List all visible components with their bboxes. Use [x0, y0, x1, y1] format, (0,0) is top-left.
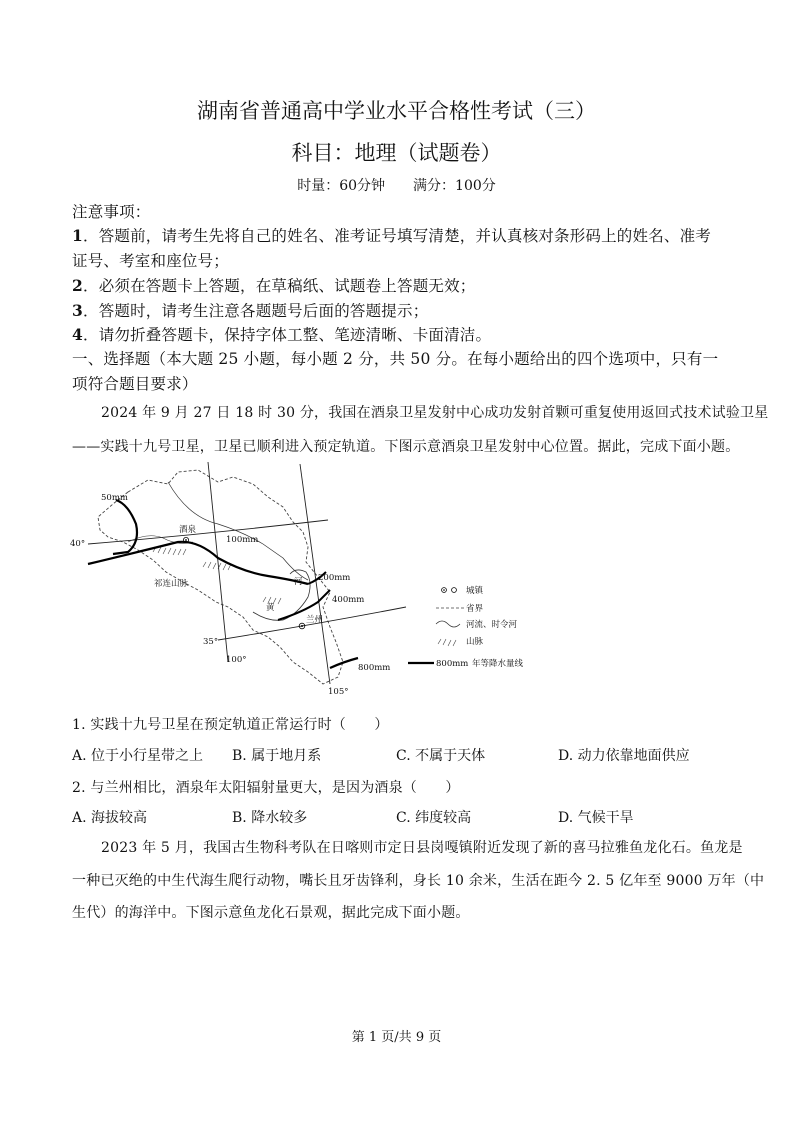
label-he: 河 [294, 577, 303, 587]
label-50mm: 50mm [101, 493, 128, 503]
exam-subject: 科目：地理（试题卷） [291, 141, 502, 165]
label-huang: 黄 [266, 603, 275, 613]
exam-time: 时量：60分钟 [297, 178, 386, 194]
label-qilian: 祁连山脉 [154, 579, 189, 589]
legend-river: 河流、时令河 [466, 620, 518, 630]
legend-isohyet-value: 800mm [436, 659, 469, 669]
isohyet-800mm [330, 658, 358, 668]
passage2-line3: 生代）的海洋中。下图示意鱼龙化石景观，据此完成下面小题。 [72, 905, 470, 921]
map-legend [408, 585, 524, 669]
legend-town: 城镇 [466, 586, 484, 596]
label-lanzhou: 兰州 [306, 615, 324, 625]
parallel-40 [88, 520, 328, 544]
notice-item-1-cont: 证号、考室和座位号； [72, 252, 230, 270]
notice-item-4: 4．请勿折叠答题卡，保持字体工整、笔迹清晰、卡面清洁。 [72, 325, 492, 344]
isohyet-100mm [88, 542, 308, 584]
label-jiuquan: 酒泉 [179, 525, 197, 535]
passage1-line2: ——实践十九号卫星，卫星已顺利进入预定轨道。下图示意酒泉卫星发射中心位置。据此，完成下面小题。 [72, 439, 740, 455]
label-lon105: 105° [328, 687, 349, 697]
label-800mm: 800mm [358, 663, 391, 673]
question-2-option-b[interactable]: B. 降水较多 [232, 810, 308, 826]
passage1-line1: 2024 年 9 月 27 日 18 时 30 分，我国在酒泉卫星发射中心成功发射首颗可重复使用返回式技术试验卫星 [101, 405, 769, 421]
label-200mm: 200mm [318, 573, 351, 583]
question-2-stem: 2. 与兰州相比，酒泉年太阳辐射量更大，是因为酒泉（ ） [72, 780, 460, 796]
exam-score: 满分：100分 [413, 178, 496, 194]
question-2-option-a[interactable]: A. 海拔较高 [72, 810, 148, 826]
exam-time-score [0, 175, 793, 195]
jiuquan-location-map [68, 462, 538, 698]
passage2-line1: 2023 年 5 月，我国古生物科考队在日喀则市定日县岗嘎镇附近发现了新的喜马拉雅鱼龙化石。鱼龙是 [101, 840, 743, 856]
notice-item-2: 2．必须在答题卡上答题，在草稿纸、试题卷上答题无效； [72, 276, 476, 295]
label-400mm: 400mm [332, 595, 365, 605]
question-2-option-c[interactable]: C. 纬度较高 [396, 810, 472, 826]
section-heading-cont: 项符合题目要求） [72, 375, 198, 393]
question-1-option-a[interactable]: A. 位于小行星带之上 [72, 748, 204, 764]
notice-item-3: 3．答题时，请考生注意各题题号后面的答题提示； [72, 301, 429, 320]
question-1-option-c[interactable]: C. 不属于天体 [396, 748, 486, 764]
label-lat35: 35° [203, 637, 219, 647]
legend-mountain: 山脉 [466, 637, 484, 647]
label-lat40: 40° [70, 539, 86, 549]
passage2-line2: 一种已灭绝的中生代海生爬行动物，嘴长且牙齿锋利，身长 10 余米，生活在距今 2. 5 亿年至 9000 万年（中 [72, 873, 765, 889]
exam-title: 湖南省普通高中学业水平合格性考试（三） [197, 99, 596, 123]
question-2-option-d[interactable]: D. 气候干旱 [558, 810, 634, 826]
isohyet-50mm [113, 500, 137, 554]
notice-heading: 注意事项： [72, 203, 151, 221]
province-border [98, 470, 343, 684]
label-100mm: 100mm [226, 535, 259, 545]
question-1-stem: 1. 实践十九号卫星在预定轨道正常运行时（ ） [72, 717, 389, 733]
question-1-option-b[interactable]: B. 属于地月系 [232, 748, 322, 764]
notice-item-1: 1．答题前，请考生先将自己的姓名、准考证号填写清楚，并认真核对条形码上的姓名、准考 [72, 226, 712, 245]
legend-isohyet: 年等降水量线 [472, 659, 524, 669]
page-footer: 第 1 页/共 9 页 [351, 1030, 442, 1045]
question-1-option-d[interactable]: D. 动力依靠地面供应 [558, 748, 690, 764]
label-lon100: 100° [226, 655, 247, 665]
section-heading: 一、选择题（本大题 25 小题，每小题 2 分，共 50 分。在每小题给出的四个选项中，只有一 [72, 350, 719, 368]
legend-border: 省界 [466, 604, 484, 614]
